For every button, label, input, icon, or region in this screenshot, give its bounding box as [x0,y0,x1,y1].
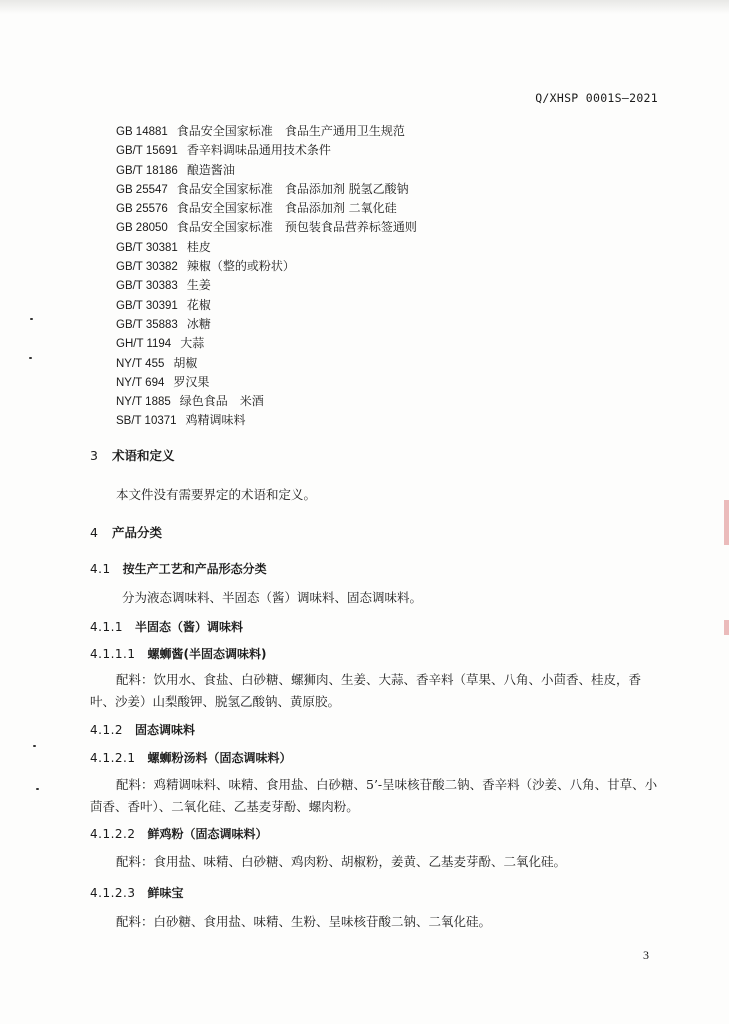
reference-item [116,354,417,373]
section-number: 4.1.2.2 [90,827,136,841]
reference-code: GB/T 30391 [116,299,178,312]
section-number: 4.1.2.1 [90,751,136,765]
reference-item [116,257,417,276]
reference-title: 香辛料调味品通用技术条件 [186,143,331,158]
reference-item [116,218,417,237]
reference-item [116,411,417,430]
section-number: 3 [90,448,98,463]
page-number: 3 [643,948,649,962]
reference-title: 冰糖 [186,316,211,331]
reference-title: 胡椒 [173,355,198,370]
section-4-heading [90,523,162,541]
reference-code: GB/T 15691 [116,145,178,158]
reference-item [116,180,417,199]
reference-code: GH/T 1194 [116,338,172,351]
section-4-1-heading [90,560,267,577]
reference-title: 桂皮 [186,239,211,254]
scan-speck [33,745,36,747]
section-number: 4.1.2.3 [90,886,136,900]
reference-title: 花椒 [186,297,211,312]
reference-code: GB/T 18186 [116,164,178,177]
reference-title: 罗汉果 [173,374,210,389]
reference-title: 食品安全国家标准 [176,181,273,196]
reference-code: GB 14881 [116,126,168,138]
section-title: 螺蛳粉汤料（固态调味料） [147,751,292,765]
reference-title: 大蒜 [180,336,205,351]
scan-speck [29,357,32,359]
reference-code: NY/T 694 [116,376,165,389]
reference-code: GB/T 30381 [116,241,178,254]
section-4-1-2-2-body: 配料：食用盐、味精、白砂糖、鸡肉粉、胡椒粉，姜黄、乙基麦芽酚、二氧化硅。 [116,854,567,869]
reference-item [116,141,417,160]
reference-title: 食品安全国家标准 [176,124,273,138]
section-title: 术语和定义 [112,448,175,463]
seal-edge-mark [724,500,729,545]
reference-code: NY/T 455 [116,357,165,370]
section-number: 4.1 [90,562,111,576]
section-title: 鲜味宝 [147,886,184,900]
reference-code: GB/T 35883 [116,318,178,331]
section-4-1-body: 分为液态调味料、半固态（酱）调味料、固态调味料。 [122,590,423,605]
section-4-1-1-1-body: 配料：饮用水、食盐、白砂糖、螺狮肉、生姜、大蒜、香辛料（草果、八角、小茴香、桂皮，香叶、沙姜）山梨酸钾、脱氢乙酸钠、黄原胶。 [90,672,642,709]
scan-shadow [0,0,729,14]
reference-item [116,276,417,295]
section-number: 4.1.2 [90,723,124,737]
reference-title: 食品安全国家标准 [176,220,273,235]
reference-item [116,315,417,334]
reference-code: SB/T 10371 [116,415,177,428]
reference-subtitle: 预包装食品营养标签通则 [284,220,417,235]
section-number: 4 [90,525,98,540]
reference-subtitle: 食品生产通用卫生规范 [284,124,405,138]
section-4-1-1-1-heading [90,645,266,662]
reference-title: 酿造酱油 [186,162,235,177]
section-title: 螺蛳酱(半固态调味料) [147,647,267,661]
reference-subtitle: 米酒 [239,394,264,409]
reference-item [116,296,417,315]
reference-code: GB 25576 [116,203,168,216]
seal-edge-mark [724,620,729,635]
section-title: 半固态（酱）调味料 [135,620,244,634]
scan-speck [30,318,33,320]
section-4-1-2-2-heading [90,825,268,842]
section-4-1-2-heading [90,721,195,738]
reference-subtitle: 食品添加剂 脱氢乙酸钠 [284,181,409,196]
reference-item [116,373,417,392]
section-number: 4.1.1 [90,620,124,634]
section-4-1-2-1-body: 配料：鸡精调味料、味精、食用盐、白砂糖、5’-呈味核苷酸二钠、香辛料（沙姜、八角、甘草、小茴香、香叶）、二氧化硅、乙基麦芽酚、螺肉粉。 [90,777,658,814]
section-title: 固态调味料 [135,723,196,737]
reference-title: 食品安全国家标准 [176,201,273,216]
section-3-heading [90,446,175,464]
reference-subtitle: 食品添加剂 二氧化硅 [284,201,397,216]
reference-item [116,199,417,218]
reference-code: GB 28050 [116,222,168,235]
section-3-body: 本文件没有需要界定的术语和定义。 [116,487,317,502]
section-4-1-2-1-heading [90,749,292,766]
reference-code: GB/T 30383 [116,280,178,293]
reference-code: NY/T 1885 [116,396,171,409]
reference-title: 辣椒（整的或粉状） [186,259,295,274]
reference-item [116,238,417,257]
section-title: 产品分类 [112,525,163,540]
reference-code: GB/T 30382 [116,261,178,274]
section-4-1-2-3-body: 配料：白砂糖、食用盐、味精、生粉、呈味核苷酸二钠、二氧化硅。 [116,914,492,929]
scan-speck [36,788,39,790]
reference-title: 绿色食品 [179,394,228,409]
section-title: 鲜鸡粉（固态调味料） [147,827,268,841]
reference-item [116,161,417,180]
section-title: 按生产工艺和产品形态分类 [122,562,267,576]
reference-item [116,392,417,411]
section-number: 4.1.1.1 [90,647,136,661]
section-4-1-2-3-heading [90,884,184,901]
reference-code: GB 25547 [116,183,168,196]
section-4-1-1-heading [90,618,243,635]
reference-title: 鸡精调味料 [185,413,246,428]
reference-item [116,122,417,141]
normative-references-list [116,122,417,431]
reference-item [116,334,417,353]
reference-title: 生姜 [186,278,211,293]
standard-code-header: Q/XHSP 0001S—2021 [535,91,658,105]
